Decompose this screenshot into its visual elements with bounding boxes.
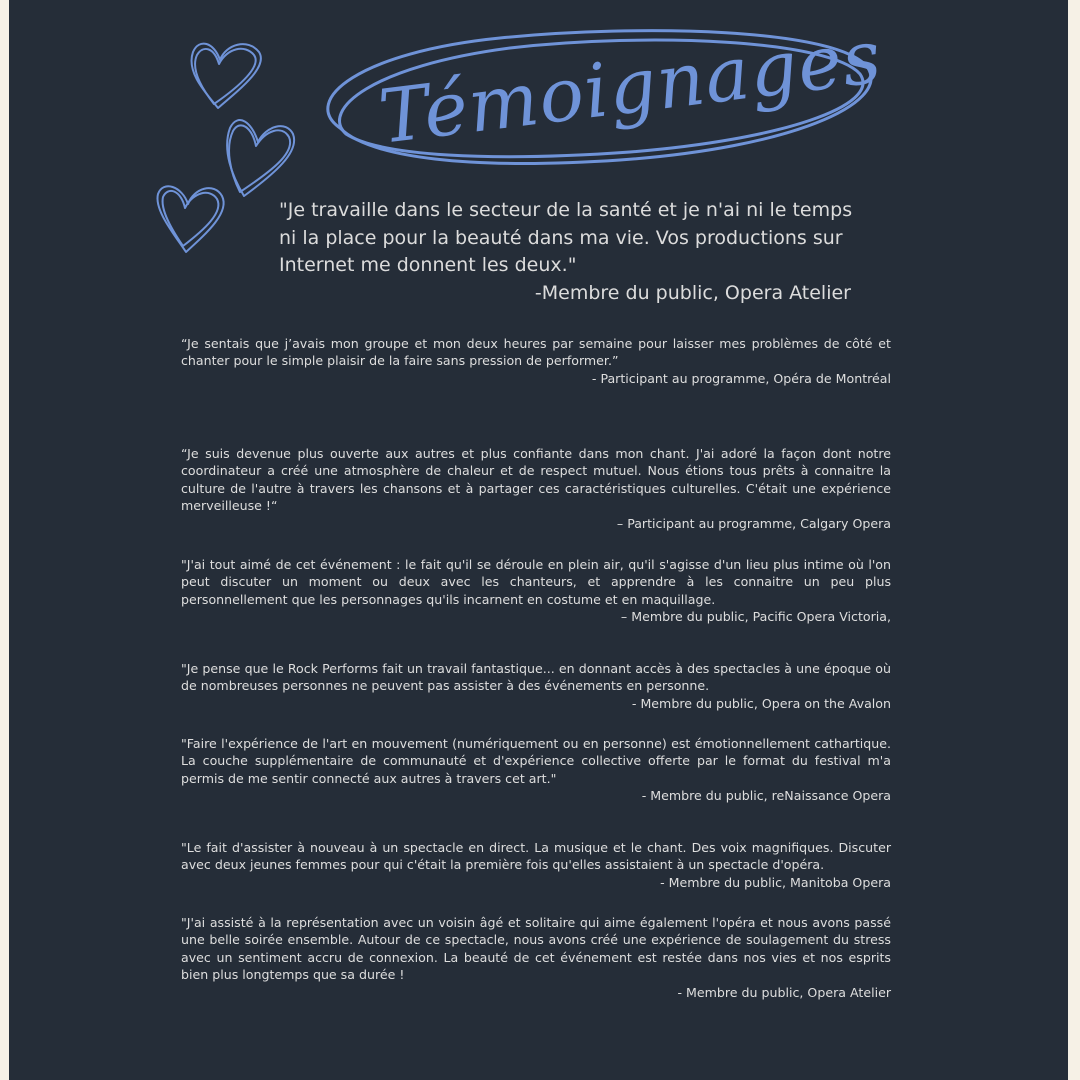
testimonial — [181, 556, 891, 626]
testimonial — [181, 914, 891, 1001]
testimonial — [181, 335, 891, 387]
heart-icon — [227, 120, 294, 196]
testimonial-quote: “Je suis devenue plus ouverte aux autres et plus confiante dans mon chant. J'ai adoré la façon dont notre coordinateur a créé une atmosphère de chaleur et de respect mutuel. Nous étions tous prêts à connaitre la culture de l'autre à travers les chansons et à partager ces caractéristiques culturelles. C'était une expérience merveilleuse !“ — [181, 446, 891, 514]
page-title: Témoignages — [374, 13, 887, 161]
testimonial-attribution: – Participant au programme, Calgary Opera — [616, 515, 891, 531]
testimonial-quote: "Faire l'expérience de l'art en mouvement (numériquement ou en personne) est émotionnellement cathartique. La couche supplémentaire de communauté et d'expérience collective offerte par le format du festival m'a permis de me sentir connecté aux autres à travers cet art." — [181, 736, 891, 786]
testimonial-quote: "Le fait d'assister à nouveau à un spectacle en direct. La musique et le chant. Des voix magnifiques. Discuter avec deux jeunes femmes pour qui c'était la première fois qu'elles assistaient à un spectacle d'opéra. — [181, 840, 891, 873]
testimonial-quote: "Je pense que le Rock Performs fait un travail fantastique... en donnant accès à des spectacles à une époque où de nombreuses personnes ne peuvent pas assister à des événements en personne. — [181, 661, 891, 694]
testimonial — [181, 735, 891, 805]
featured-attribution: -Membre du public, Opera Atelier — [534, 281, 851, 304]
testimonial-quote: "J'ai tout aimé de cet événement : le fait qu'il se déroule en plein air, qu'il s'agisse d'un lieu plus intime où l'on peut discuter un moment ou deux avec les chanteurs, et apprendre à les connaitre un peu plus personnellement que les personnages qu'ils incarnent en costume et en maquillage. — [181, 557, 891, 607]
testimonial-attribution: - Membre du public, Manitoba Opera — [660, 874, 891, 890]
heart-icon — [157, 186, 223, 252]
featured-testimonial — [279, 197, 859, 307]
testimonial — [181, 660, 891, 712]
testimonial-attribution: - Membre du public, Opera Atelier — [677, 984, 891, 1000]
testimonial-quote: "J'ai assisté à la représentation avec un voisin âgé et solitaire qui aime également l'opéra et nous avons passé une belle soirée ensemble. Autour de ce spectacle, nous avons créé une expérience de soulagement du stress avec un sentiment accru de connexion. La beauté de cet événement est restée dans nos vies et nos esprits bien plus longtemps que sa durée ! — [181, 915, 891, 983]
heart-icon — [191, 44, 260, 108]
testimonial-attribution: - Participant au programme, Opéra de Montréal — [591, 370, 891, 386]
testimonial-attribution: - Membre du public, reNaissance Opera — [641, 788, 891, 804]
featured-quote: "Je travaille dans le secteur de la santé et je n'ai ni le temps ni la place pour la beauté dans ma vie. Vos productions sur Internet me donnent les deux." — [279, 199, 853, 276]
testimonial-attribution: – Membre du public, Pacific Opera Victoria, — [620, 609, 891, 625]
testimonial — [181, 445, 891, 532]
testimonial-quote: “Je sentais que j’avais mon groupe et mon deux heures par semaine pour laisser mes problèmes de côté et chanter pour le simple plaisir de la faire sans pression de performer.” — [181, 336, 891, 369]
testimonial — [181, 839, 891, 891]
testimonial-attribution: - Membre du public, Opera on the Avalon — [631, 695, 891, 711]
